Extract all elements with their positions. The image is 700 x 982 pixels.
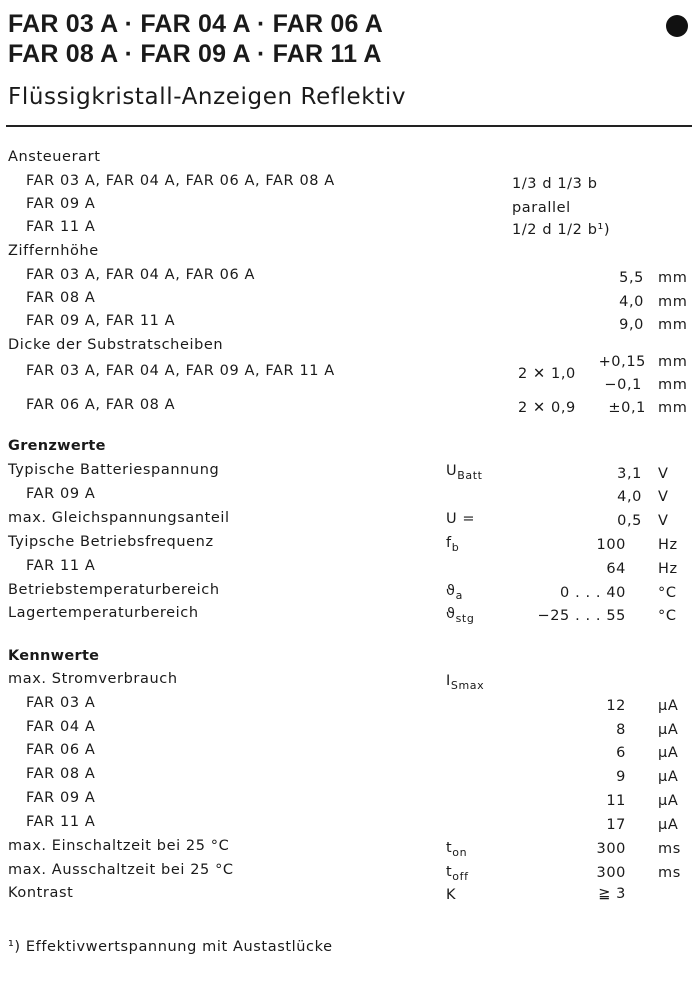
subtitle: Flüssigkristall-Anzeigen Reflektiv [8,84,407,110]
kennwerte-row-unit: µA [658,793,679,809]
ziffernhoehe-label: Ziffernhöhe [8,243,99,259]
kennwerte-row-name: FAR 11 A [26,814,96,830]
kennwerte-row-value: 6 [616,745,626,761]
ziffernhoehe-row-value: 5,5 [619,270,644,286]
grenzwerte-row-name: Tyipsche Betriebsfrequenz [8,534,214,550]
kennwerte-row-unit: µA [658,769,679,785]
grenzwerte-row-unit: Hz [658,537,678,553]
kennwerte-row-unit: ms [658,841,681,857]
grenzwerte-row-name: max. Gleichspannungsanteil [8,510,230,526]
ansteuerart-row-name: FAR 09 A [26,196,96,212]
dicke-row-unit: mm [658,354,688,370]
ziffernhoehe-row-name: FAR 08 A [26,290,96,306]
title-line-2: FAR 08 A · FAR 09 A · FAR 11 A [8,40,382,68]
grenzwerte-row-symbol: U = [446,511,476,527]
ziffernhoehe-row-unit: mm [658,294,688,310]
dicke-row-name: FAR 03 A, FAR 04 A, FAR 09 A, FAR 11 A [26,363,335,379]
kennwerte-row-name: max. Stromverbrauch [8,671,178,687]
ansteuerart-row-value: 1/2 d 1/2 b¹) [512,222,611,238]
kennwerte-row-value: 300 [596,865,626,881]
grenzwerte-row-unit: V [658,489,669,505]
kennwerte-row-name: max. Ausschaltzeit bei 25 °C [8,862,234,878]
kennwerte-row-symbol: $t_{on}$ [446,840,468,859]
kennwerte-row-name: Kontrast [8,885,74,901]
kennwerte-row-symbol: $t_{off}$ [446,864,469,883]
grenzwerte-row-name: FAR 09 A [26,486,96,502]
header-divider [6,125,692,127]
kennwerte-row-symbol: $I_{Smax}$ [446,673,485,692]
grenzwerte-row-unit: °C [658,608,677,624]
kennwerte-row-value: 17 [606,817,626,833]
kennwerte-row-value: 300 [596,841,626,857]
grenzwerte-row-unit: Hz [658,561,678,577]
dicke-row-nominal: 2 ✕ 0,9 [518,400,576,416]
grenzwerte-row-value: −25 . . . 55 [537,608,626,624]
ziffernhoehe-row-value: 9,0 [619,317,644,333]
grenzwerte-row-unit: °C [658,585,677,601]
grenzwerte-row-name: Lagertemperaturbereich [8,605,199,621]
kennwerte-row-name: FAR 09 A [26,790,96,806]
kennwerte-row-unit: µA [658,722,679,738]
kennwerte-heading: Kennwerte [8,648,100,664]
dicke-row-unit: mm [658,400,688,416]
ink-dot [666,15,688,37]
grenzwerte-row-value: 3,1 [617,466,642,482]
ansteuerart-row-value: parallel [512,200,571,216]
dicke-row-tol: ±0,1 [608,400,646,416]
ziffernhoehe-row-value: 4,0 [619,294,644,310]
kennwerte-row-value: 11 [606,793,626,809]
grenzwerte-row-value: 4,0 [617,489,642,505]
kennwerte-row-unit: µA [658,817,679,833]
grenzwerte-row-value: 0,5 [617,513,642,529]
footnote: ¹) Effektivwertspannung mit Austastlücke [8,939,333,955]
grenzwerte-row-symbol: $ϑ_{stg}$ [446,606,475,625]
kennwerte-row-symbol: K [446,887,457,903]
kennwerte-row-unit: ms [658,865,681,881]
kennwerte-row-name: FAR 08 A [26,766,96,782]
grenzwerte-row-symbol: $U_{Batt}$ [446,463,483,482]
grenzwerte-row-unit: V [658,513,669,529]
ansteuerart-row-name: FAR 03 A, FAR 04 A, FAR 06 A, FAR 08 A [26,173,335,189]
grenzwerte-row-name: Betriebstemperaturbereich [8,582,220,598]
ziffernhoehe-row-unit: mm [658,317,688,333]
dicke-row-nominal: 2 ✕ 1,0 [518,366,576,382]
dicke-row-unit: mm [658,377,688,393]
kennwerte-row-unit: µA [658,698,679,714]
grenzwerte-row-name: FAR 11 A [26,558,96,574]
grenzwerte-row-symbol: $ϑ_a$ [446,583,463,602]
dicke-row-name: FAR 06 A, FAR 08 A [26,397,176,413]
ansteuerart-label: Ansteuerart [8,149,101,165]
kennwerte-row-value: 9 [616,769,626,785]
grenzwerte-heading: Grenzwerte [8,438,106,454]
kennwerte-row-name: max. Einschaltzeit bei 25 °C [8,838,230,854]
ziffernhoehe-row-name: FAR 03 A, FAR 04 A, FAR 06 A [26,267,256,283]
ansteuerart-row-name: FAR 11 A [26,219,96,235]
ziffernhoehe-row-unit: mm [658,270,688,286]
grenzwerte-row-value: 100 [596,537,626,553]
kennwerte-row-value: 12 [606,698,626,714]
dicke-row-tol-lower: −0,1 [604,377,642,393]
kennwerte-row-name: FAR 06 A [26,742,96,758]
title-line-1: FAR 03 A · FAR 04 A · FAR 06 A [8,10,384,38]
kennwerte-row-unit: µA [658,745,679,761]
kennwerte-row-name: FAR 04 A [26,719,96,735]
dicke-label: Dicke der Substratscheiben [8,337,224,353]
grenzwerte-row-value: 64 [606,561,626,577]
kennwerte-row-value: 8 [616,722,626,738]
grenzwerte-row-symbol: $f_b$ [446,535,460,554]
ziffernhoehe-row-name: FAR 09 A, FAR 11 A [26,313,176,329]
grenzwerte-row-unit: V [658,466,669,482]
ansteuerart-row-value: 1/3 d 1/3 b [512,176,598,192]
grenzwerte-row-name: Typische Batteriespannung [8,462,220,478]
grenzwerte-row-value: 0 . . . 40 [560,585,626,601]
dicke-row-tol-upper: +0,15 [598,354,646,370]
kennwerte-row-value: ≧ 3 [598,886,626,902]
kennwerte-row-name: FAR 03 A [26,695,96,711]
